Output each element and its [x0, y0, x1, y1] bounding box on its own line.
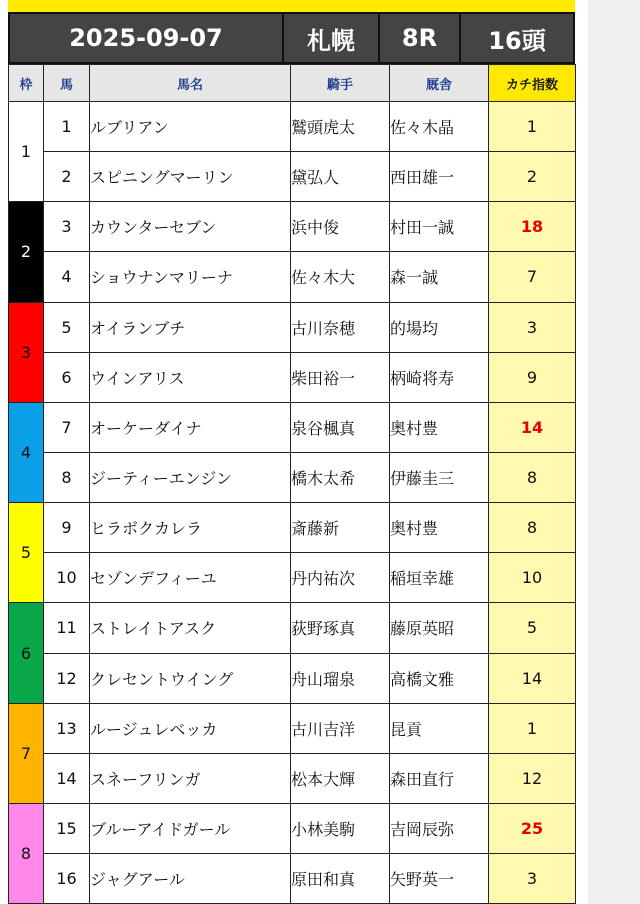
table-row [9, 102, 576, 152]
horse-name-cell: カウンターセブン [90, 202, 291, 252]
table-row [9, 352, 576, 402]
index-cell: 8 [489, 503, 576, 553]
horse-name-cell: ヒラボクカレラ [90, 503, 291, 553]
horse-name-cell: ブルーアイドガール [90, 803, 291, 853]
index-cell: 14 [489, 402, 576, 452]
umaban-cell: 1 [44, 102, 90, 152]
jockey-cell: 荻野琢真 [291, 603, 390, 653]
jockey-cell: 橋木太希 [291, 452, 390, 502]
index-cell: 8 [489, 452, 576, 502]
waku-cell: 5 [9, 503, 44, 603]
table-row [9, 152, 576, 202]
umaban-cell: 11 [44, 603, 90, 653]
jockey-cell: 原田和真 [291, 854, 390, 904]
trainer-cell: 奥村豊 [390, 503, 489, 553]
umaban-cell: 16 [44, 854, 90, 904]
table-row [9, 302, 576, 352]
waku-cell: 1 [9, 102, 44, 202]
trainer-cell: 森一誠 [390, 252, 489, 302]
umaban-cell: 8 [44, 452, 90, 502]
trainer-cell: 藤原英昭 [390, 603, 489, 653]
horse-name-cell: オイランブチ [90, 302, 291, 352]
index-cell: 14 [489, 653, 576, 703]
jockey-cell: 浜中俊 [291, 202, 390, 252]
trainer-cell: 伊藤圭三 [390, 452, 489, 502]
table-row [9, 202, 576, 252]
race-date: 2025-09-07 [10, 14, 284, 62]
jockey-cell: 泉谷楓真 [291, 402, 390, 452]
waku-cell: 7 [9, 703, 44, 803]
horse-name-cell: ストレイトアスク [90, 603, 291, 653]
jockey-cell: 古川奈穂 [291, 302, 390, 352]
trainer-cell: 高橋文雅 [390, 653, 489, 703]
table-row [9, 603, 576, 653]
index-cell: 3 [489, 854, 576, 904]
horse-name-cell: クレセントウイング [90, 653, 291, 703]
jockey-cell: 斎藤新 [291, 503, 390, 553]
right-margin-strip [588, 0, 640, 904]
umaban-cell: 14 [44, 753, 90, 803]
table-row [9, 753, 576, 803]
trainer-cell: 奥村豊 [390, 402, 489, 452]
trainer-cell: 柄崎将寿 [390, 352, 489, 402]
umaban-cell: 5 [44, 302, 90, 352]
index-cell: 12 [489, 753, 576, 803]
index-cell: 2 [489, 152, 576, 202]
jockey-cell: 黛弘人 [291, 152, 390, 202]
table-row [9, 803, 576, 853]
umaban-cell: 9 [44, 503, 90, 553]
col-header-waku: 枠 [9, 65, 44, 102]
waku-cell: 2 [9, 202, 44, 302]
umaban-cell: 13 [44, 703, 90, 753]
jockey-cell: 舟山瑠泉 [291, 653, 390, 703]
index-cell: 1 [489, 102, 576, 152]
table-row [9, 854, 576, 904]
table-row [9, 703, 576, 753]
index-cell: 9 [489, 352, 576, 402]
index-cell: 5 [489, 603, 576, 653]
index-cell: 10 [489, 553, 576, 603]
umaban-cell: 6 [44, 352, 90, 402]
table-row [9, 553, 576, 603]
col-header-index: カチ指数 [489, 65, 576, 102]
waku-cell: 8 [9, 803, 44, 903]
trainer-cell: 稲垣幸雄 [390, 553, 489, 603]
race-venue: 札幌 [284, 14, 380, 62]
horse-name-cell: ショウナンマリーナ [90, 252, 291, 302]
table-row [9, 653, 576, 703]
horse-name-cell: ジーティーエンジン [90, 452, 291, 502]
trainer-cell: 的場均 [390, 302, 489, 352]
col-header-name: 馬名 [90, 65, 291, 102]
entry-table [8, 64, 576, 904]
index-cell: 3 [489, 302, 576, 352]
trainer-cell: 森田直行 [390, 753, 489, 803]
table-header-row [9, 65, 576, 102]
col-header-jockey: 騎手 [291, 65, 390, 102]
umaban-cell: 4 [44, 252, 90, 302]
table-body [9, 102, 576, 904]
index-cell: 18 [489, 202, 576, 252]
waku-cell: 4 [9, 402, 44, 502]
trainer-cell: 村田一誠 [390, 202, 489, 252]
umaban-cell: 7 [44, 402, 90, 452]
table-row [9, 503, 576, 553]
table-row [9, 252, 576, 302]
jockey-cell: 柴田裕一 [291, 352, 390, 402]
index-cell: 7 [489, 252, 576, 302]
race-header [8, 12, 575, 64]
jockey-cell: 小林美駒 [291, 803, 390, 853]
horse-name-cell: ウインアリス [90, 352, 291, 402]
horse-name-cell: ジャグアール [90, 854, 291, 904]
waku-cell: 3 [9, 302, 44, 402]
horse-name-cell: スネーフリンガ [90, 753, 291, 803]
umaban-cell: 12 [44, 653, 90, 703]
trainer-cell: 昆貢 [390, 703, 489, 753]
race-number: 8R [380, 14, 461, 62]
jockey-cell: 松本大輝 [291, 753, 390, 803]
index-cell: 25 [489, 803, 576, 853]
umaban-cell: 15 [44, 803, 90, 853]
horse-name-cell: スピニングマーリン [90, 152, 291, 202]
col-header-trainer: 厩舎 [390, 65, 489, 102]
jockey-cell: 鷲頭虎太 [291, 102, 390, 152]
field-size: 16頭 [488, 26, 546, 55]
waku-cell: 6 [9, 603, 44, 703]
table-row [9, 452, 576, 502]
trainer-cell: 西田雄一 [390, 152, 489, 202]
horse-name-cell: ルージュレベッカ [90, 703, 291, 753]
horse-name-cell: オーケーダイナ [90, 402, 291, 452]
jockey-cell: 古川吉洋 [291, 703, 390, 753]
col-header-umaban: 馬 [44, 65, 90, 102]
horse-name-cell: セゾンデフィーユ [90, 553, 291, 603]
index-cell: 1 [489, 703, 576, 753]
jockey-cell: 丹内祐次 [291, 553, 390, 603]
top-yellow-band [8, 0, 575, 12]
table-row [9, 402, 576, 452]
umaban-cell: 2 [44, 152, 90, 202]
trainer-cell: 吉岡辰弥 [390, 803, 489, 853]
umaban-cell: 10 [44, 553, 90, 603]
jockey-cell: 佐々木大 [291, 252, 390, 302]
umaban-cell: 3 [44, 202, 90, 252]
horse-name-cell: ルブリアン [90, 102, 291, 152]
trainer-cell: 矢野英一 [390, 854, 489, 904]
trainer-cell: 佐々木晶 [390, 102, 489, 152]
